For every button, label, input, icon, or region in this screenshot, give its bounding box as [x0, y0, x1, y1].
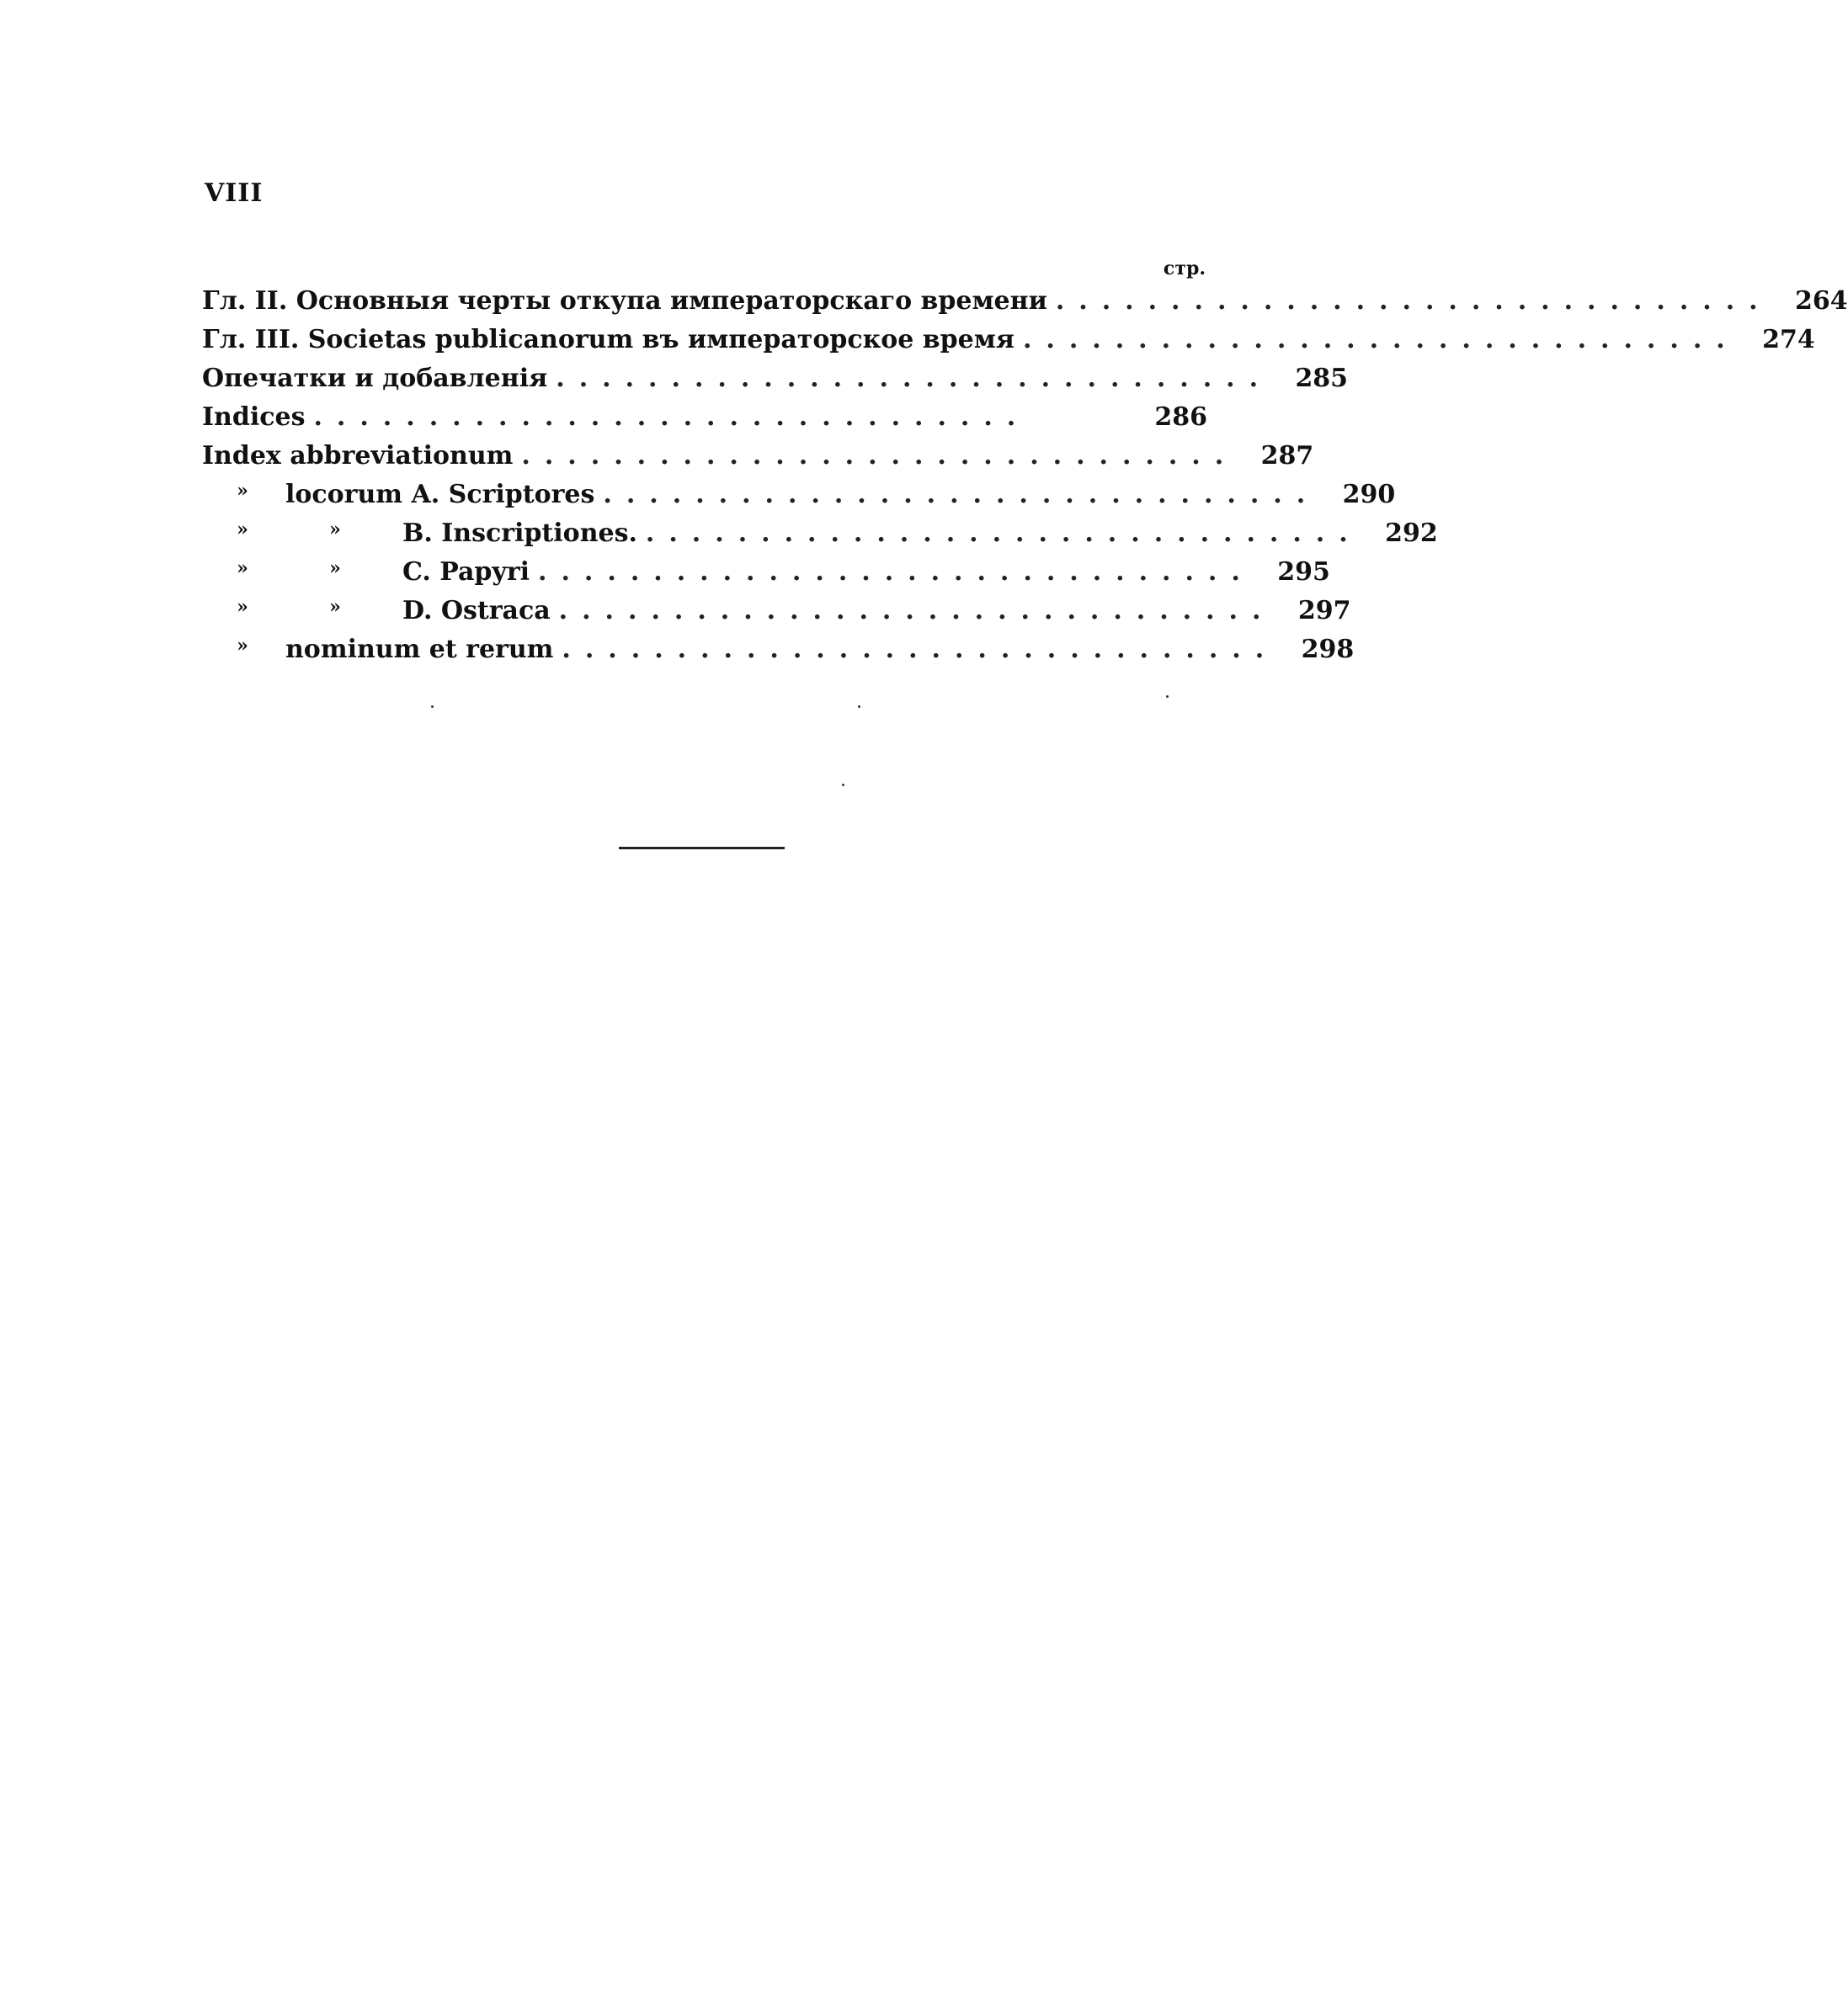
section-divider — [619, 847, 785, 849]
toc-entry-page: 287 — [1260, 441, 1314, 471]
ditto-mark: » — [329, 519, 341, 540]
ditto-mark: » — [237, 635, 248, 657]
toc-entry-page: 297 — [1297, 596, 1351, 625]
ditto-mark: » — [237, 596, 248, 618]
toc-entry-title: Гл. II. Основныя черты откупа императорскаго времени — [202, 286, 1047, 316]
toc-entry-title: D. Ostraca — [402, 596, 551, 625]
leader-dots: ............................... — [538, 557, 1254, 587]
toc-entry-page: 285 — [1295, 364, 1349, 393]
stray-speck — [431, 705, 434, 708]
ditto-mark: » — [237, 519, 248, 540]
stray-speck — [858, 705, 860, 708]
leader-dots: ............................... — [1055, 286, 1772, 316]
toc-entry — [202, 364, 1349, 402]
toc-entry-title: B. Inscriptiones. — [402, 519, 637, 548]
toc-entry — [202, 557, 1330, 596]
leader-dots: ............................... — [313, 402, 1031, 432]
ditto-mark: » — [329, 557, 341, 579]
toc-entry — [202, 635, 1355, 673]
toc-entry-page: 274 — [1762, 325, 1815, 354]
page-column-label: стр. — [1163, 258, 1206, 279]
toc-entry — [202, 441, 1314, 480]
leader-dots: ............................... — [558, 596, 1275, 625]
leader-dots: ............................... — [556, 364, 1273, 393]
leader-dots: ............................... — [603, 480, 1320, 509]
toc-entry — [202, 286, 1848, 325]
toc-entry — [202, 596, 1351, 635]
toc-entry-title: Гл. III. Societas publicanorum въ императорское время — [202, 325, 1015, 354]
toc-entry-page: 292 — [1385, 519, 1438, 548]
toc-entry-title: Index abbreviationum — [202, 441, 514, 471]
toc-entry — [202, 402, 1207, 441]
toc-entry-title: Indices — [202, 402, 306, 432]
ditto-mark: » — [329, 596, 341, 618]
leader-dots: ............................... — [645, 519, 1362, 548]
ditto-mark: » — [237, 557, 248, 579]
toc-entry-page: 290 — [1342, 480, 1396, 509]
toc-entry-title: nominum et rerum — [285, 635, 554, 664]
ditto-mark: » — [237, 480, 248, 502]
stray-speck — [1166, 695, 1169, 698]
leader-dots: ............................... — [562, 635, 1279, 664]
toc-entry — [202, 325, 1815, 364]
page-number: VIII — [205, 178, 264, 208]
table-of-contents — [202, 286, 1848, 673]
toc-entry-page: 295 — [1277, 557, 1330, 587]
toc-entry-title: Опечатки и добавленія — [202, 364, 548, 393]
toc-entry-title: C. Papyri — [402, 557, 530, 587]
leader-dots: ............................... — [521, 441, 1238, 471]
toc-entry — [202, 519, 1438, 557]
toc-entry-page: 264 — [1794, 286, 1848, 316]
toc-entry-page: 286 — [1154, 402, 1207, 432]
toc-entry — [202, 480, 1396, 519]
toc-entry-title: locorum A. Scriptores — [285, 480, 595, 509]
stray-speck — [842, 784, 844, 786]
leader-dots: ............................... — [1022, 325, 1739, 354]
toc-entry-page: 298 — [1301, 635, 1355, 664]
